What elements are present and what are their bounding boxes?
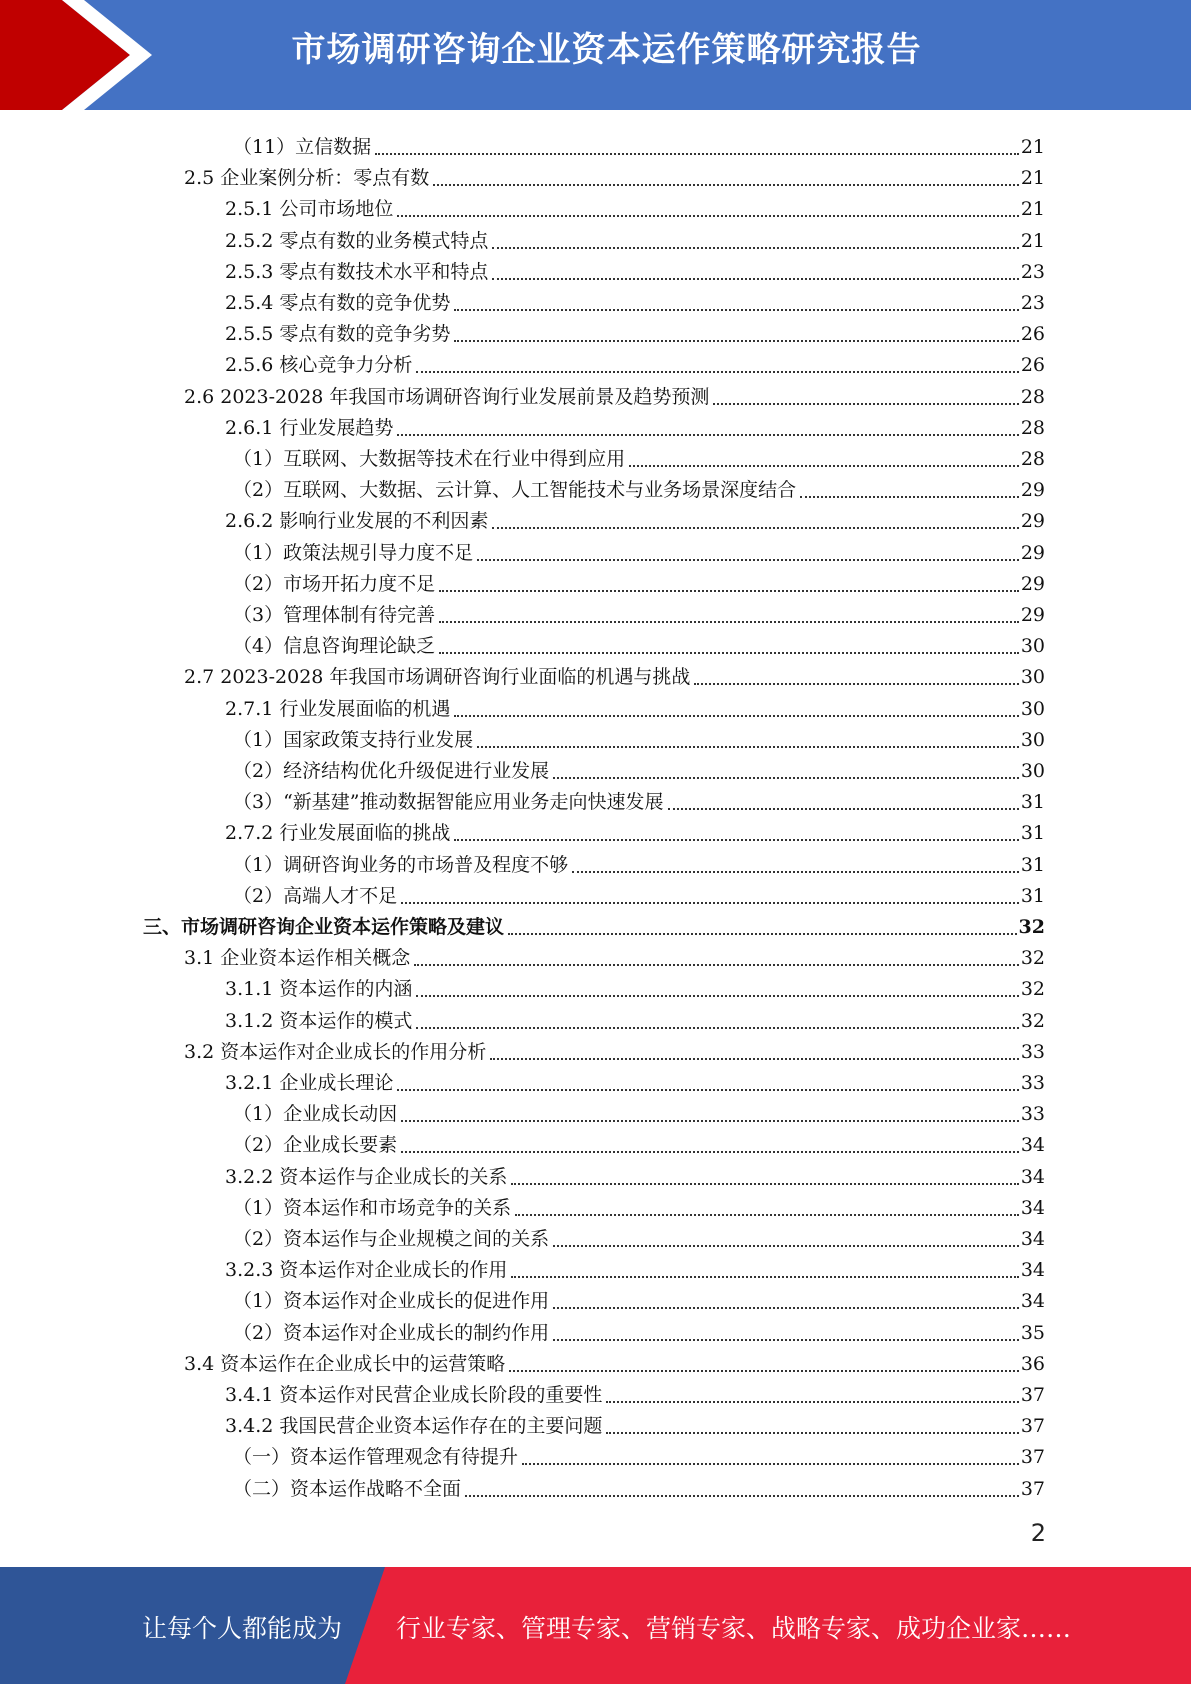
toc-entry[interactable] <box>225 690 1045 721</box>
toc-entry-page: 28 <box>1020 417 1045 439</box>
toc-dot-leader <box>454 340 1018 342</box>
toc-entry-title: 2.7 2023-2028 年我国市场调研咨询行业面临的机遇与挑战 <box>184 666 691 688</box>
toc-dot-leader <box>694 683 1018 685</box>
toc-entry[interactable] <box>184 658 1045 689</box>
toc-entry-page: 33 <box>1020 1041 1045 1063</box>
toc-entry-page: 33 <box>1020 1103 1045 1125</box>
toc-entry-title: 2.5.5 零点有数的竞争劣势 <box>225 323 451 345</box>
toc-entry-title: 3.1 企业资本运作相关概念 <box>184 947 411 969</box>
toc-dot-leader <box>416 995 1018 997</box>
toc-dot-leader <box>477 746 1019 748</box>
toc-entry[interactable] <box>233 752 1045 783</box>
toc-entry-page: 21 <box>1020 230 1045 252</box>
toc-dot-leader <box>416 1027 1018 1029</box>
toc-entry-title: 2.5.3 零点有数技术水平和特点 <box>225 261 489 283</box>
toc-entry-title: （1）资本运作对企业成长的促进作用 <box>233 1290 550 1312</box>
toc-entry-page: 23 <box>1020 292 1045 314</box>
toc-entry[interactable] <box>233 534 1045 565</box>
toc-entry-page: 33 <box>1020 1072 1045 1094</box>
toc-entry-title: （2）资本运作对企业成长的制约作用 <box>233 1322 550 1344</box>
toc-dot-leader <box>439 590 1019 592</box>
toc-entry-page: 32 <box>1018 916 1045 938</box>
toc-entry-title: （一）资本运作管理观念有待提升 <box>233 1446 519 1468</box>
toc-entry-title: 3.4.1 资本运作对民营企业成长阶段的重要性 <box>225 1384 603 1406</box>
toc-dot-leader <box>553 1245 1019 1247</box>
toc-entry-title: （2）资本运作与企业规模之间的关系 <box>233 1228 550 1250</box>
toc-entry-title: 2.5.6 核心竞争力分析 <box>225 354 413 376</box>
toc-entry-page: 34 <box>1020 1166 1045 1188</box>
toc-entry[interactable] <box>225 222 1045 253</box>
toc-entry-title: 2.6.1 行业发展趋势 <box>225 417 394 439</box>
toc-entry-page: 34 <box>1020 1197 1045 1219</box>
toc-entry-title: 2.5.4 零点有数的竞争优势 <box>225 292 451 314</box>
toc-entry-page: 30 <box>1020 729 1045 751</box>
toc-dot-leader <box>401 1120 1019 1122</box>
toc-dot-leader <box>397 215 1018 217</box>
toc-dot-leader <box>397 434 1018 436</box>
toc-entry-page: 21 <box>1020 167 1045 189</box>
toc-dot-leader <box>477 559 1019 561</box>
toc-entry-page: 34 <box>1020 1134 1045 1156</box>
toc-dot-leader <box>606 1432 1018 1434</box>
toc-entry-page: 35 <box>1020 1322 1045 1344</box>
toc-entry-title: （1）国家政策支持行业发展 <box>233 729 474 751</box>
toc-entry[interactable] <box>233 1189 1045 1220</box>
toc-dot-leader <box>629 465 1019 467</box>
toc-entry-page: 29 <box>1020 573 1045 595</box>
toc-dot-leader <box>553 777 1019 779</box>
toc-dot-leader <box>439 621 1019 623</box>
toc-entry[interactable] <box>225 502 1045 533</box>
toc-entry[interactable] <box>184 1033 1045 1064</box>
toc-dot-leader <box>713 403 1018 405</box>
toc-dot-leader <box>668 808 1019 810</box>
toc-entry[interactable] <box>233 877 1045 908</box>
toc-entry-title: 3.1.1 资本运作的内涵 <box>225 978 413 1000</box>
toc-entry-title: （4）信息咨询理论缺乏 <box>233 635 436 657</box>
toc-dot-leader <box>490 1058 1019 1060</box>
toc-entry[interactable] <box>225 1407 1045 1438</box>
toc-entry-page: 31 <box>1020 885 1045 907</box>
toc-dot-leader <box>553 1339 1019 1341</box>
toc-entry[interactable] <box>233 1470 1045 1501</box>
toc-dot-leader <box>492 527 1018 529</box>
toc-dot-leader <box>492 278 1018 280</box>
toc-entry-page: 31 <box>1020 854 1045 876</box>
toc-dot-leader <box>800 496 1019 498</box>
toc-entry[interactable] <box>233 783 1045 814</box>
toc-entry-page: 37 <box>1020 1446 1045 1468</box>
toc-entry-title: （2）市场开拓力度不足 <box>233 573 436 595</box>
toc-entry[interactable] <box>233 128 1045 159</box>
toc-entry-title: 2.5 企业案例分析：零点有数 <box>184 167 430 189</box>
toc-entry[interactable] <box>225 409 1045 440</box>
toc-entry-title: 3.2 资本运作对企业成长的作用分析 <box>184 1041 487 1063</box>
toc-entry-page: 36 <box>1020 1353 1045 1375</box>
toc-dot-leader <box>515 1214 1019 1216</box>
toc-entry[interactable] <box>233 596 1045 627</box>
toc-entry[interactable] <box>233 721 1045 752</box>
toc-entry[interactable] <box>233 627 1045 658</box>
toc-entry-page: 37 <box>1020 1415 1045 1437</box>
toc-entry-title: 2.5.1 公司市场地位 <box>225 198 394 220</box>
toc-entry-page: 23 <box>1020 261 1045 283</box>
toc-entry-title: 3.4 资本运作在企业成长中的运营策略 <box>184 1353 506 1375</box>
toc-entry-title: 2.6 2023-2028 年我国市场调研咨询行业发展前景及趋势预测 <box>184 386 710 408</box>
toc-entry[interactable] <box>233 1282 1045 1313</box>
toc-entry-title: 2.7.1 行业发展面临的机遇 <box>225 698 451 720</box>
toc-entry-page: 21 <box>1020 198 1045 220</box>
toc-entry-title: 3.2.1 企业成长理论 <box>225 1072 394 1094</box>
page-header <box>0 0 1191 110</box>
toc-dot-leader <box>439 652 1019 654</box>
toc-entry-title: （2）企业成长要素 <box>233 1134 398 1156</box>
toc-dot-leader <box>553 1307 1019 1309</box>
toc-entry[interactable] <box>233 1095 1045 1126</box>
toc-dot-leader <box>511 1276 1018 1278</box>
toc-entry[interactable] <box>233 440 1045 471</box>
toc-entry-title: 3.4.2 我国民营企业资本运作存在的主要问题 <box>225 1415 603 1437</box>
page-footer <box>0 1567 1191 1684</box>
toc-entry[interactable] <box>225 315 1045 346</box>
toc-entry-title: 2.5.2 零点有数的业务模式特点 <box>225 230 489 252</box>
toc-entry[interactable] <box>225 1251 1045 1282</box>
toc-entry-page: 32 <box>1020 947 1045 969</box>
toc-dot-leader <box>454 839 1018 841</box>
toc-entry-page: 30 <box>1020 635 1045 657</box>
toc-entry[interactable] <box>233 1438 1045 1469</box>
toc-entry[interactable] <box>225 1376 1045 1407</box>
toc-entry-title: （3）管理体制有待完善 <box>233 604 436 626</box>
toc-entry-title: （2）经济结构优化升级促进行业发展 <box>233 760 550 782</box>
toc-entry-title: （1）调研咨询业务的市场普及程度不够 <box>233 854 569 876</box>
toc-dot-leader <box>416 371 1018 373</box>
toc-entry[interactable] <box>225 346 1045 377</box>
toc-entry-title: （2）高端人才不足 <box>233 885 398 907</box>
toc-entry-title: （3）“新基建”推动数据智能应用业务走向快速发展 <box>233 791 664 813</box>
toc-dot-leader <box>492 247 1018 249</box>
toc-entry[interactable] <box>184 159 1045 190</box>
toc-dot-leader <box>522 1463 1019 1465</box>
toc-entry-page: 26 <box>1020 354 1045 376</box>
toc-dot-leader <box>397 1089 1018 1091</box>
toc-entry[interactable] <box>233 1314 1045 1345</box>
toc-entry-title: 3.2.2 资本运作与企业成长的关系 <box>225 1166 508 1188</box>
toc-entry-title: 3.2.3 资本运作对企业成长的作用 <box>225 1259 508 1281</box>
toc-dot-leader <box>454 309 1018 311</box>
toc-entry-page: 37 <box>1020 1478 1045 1500</box>
toc-dot-leader <box>414 964 1019 966</box>
footer-slogan-right: 行业专家、管理专家、营销专家、战略专家、成功企业家…… <box>396 1614 1072 1643</box>
toc-dot-leader <box>508 933 1017 935</box>
toc-dot-leader <box>454 715 1018 717</box>
toc-entry[interactable] <box>225 1002 1045 1033</box>
toc-entry[interactable] <box>225 1158 1045 1189</box>
toc-entry-title: （2）互联网、大数据、云计算、人工智能技术与业务场景深度结合 <box>233 479 797 501</box>
toc-entry-page: 34 <box>1020 1228 1045 1250</box>
toc-dot-leader <box>511 1183 1018 1185</box>
footer-slogan-left: 让每个人都能成为 <box>142 1614 343 1643</box>
toc-entry-page: 28 <box>1020 448 1045 470</box>
toc-entry-page: 31 <box>1020 822 1045 844</box>
toc-entry-page: 31 <box>1020 791 1045 813</box>
toc-entry-page: 32 <box>1020 1010 1045 1032</box>
toc-dot-leader <box>465 1495 1019 1497</box>
toc-entry-title: 三、市场调研咨询企业资本运作策略及建议 <box>143 916 505 938</box>
toc-entry[interactable] <box>225 253 1045 284</box>
toc-entry-page: 26 <box>1020 323 1045 345</box>
page-number: 2 <box>1030 1519 1046 1547</box>
toc-entry-title: 3.1.2 资本运作的模式 <box>225 1010 413 1032</box>
toc-entry-page: 29 <box>1020 510 1045 532</box>
toc-entry-title: （1）互联网、大数据等技术在行业中得到应用 <box>233 448 626 470</box>
toc-entry-page: 34 <box>1020 1259 1045 1281</box>
toc-entry[interactable] <box>233 471 1045 502</box>
toc-entry[interactable] <box>233 1220 1045 1251</box>
toc-dot-leader <box>401 1151 1019 1153</box>
toc-entry-page: 37 <box>1020 1384 1045 1406</box>
toc-entry-page: 28 <box>1020 386 1045 408</box>
toc-entry-page: 30 <box>1020 698 1045 720</box>
toc-entry-title: 2.6.2 影响行业发展的不利因素 <box>225 510 489 532</box>
toc-entry-title: （11）立信数据 <box>233 136 372 158</box>
toc-dot-leader <box>375 153 1019 155</box>
toc-entry[interactable] <box>233 1126 1045 1157</box>
toc-dot-leader <box>572 871 1019 873</box>
toc-entry-page: 30 <box>1020 760 1045 782</box>
toc-entry-page: 21 <box>1020 136 1045 158</box>
toc-entry-page: 30 <box>1020 666 1045 688</box>
toc-entry[interactable] <box>225 284 1045 315</box>
toc-dot-leader <box>433 184 1019 186</box>
toc-dot-leader <box>606 1401 1018 1403</box>
toc-entry[interactable] <box>225 1064 1045 1095</box>
toc-entry-page: 29 <box>1020 604 1045 626</box>
toc-dot-leader <box>401 902 1019 904</box>
toc-dot-leader <box>509 1370 1019 1372</box>
toc-entry[interactable] <box>184 378 1045 409</box>
toc-entry[interactable] <box>184 939 1045 970</box>
toc-entry[interactable] <box>143 908 1045 939</box>
toc-entry-title: （1）资本运作和市场竞争的关系 <box>233 1197 512 1219</box>
toc-entry-title: （二）资本运作战略不全面 <box>233 1478 462 1500</box>
toc-entry-title: （1）企业成长动因 <box>233 1103 398 1125</box>
toc-entry-page: 32 <box>1020 978 1045 1000</box>
report-title: 市场调研咨询企业资本运作策略研究报告 <box>291 30 922 70</box>
toc-entry-page: 29 <box>1020 542 1045 564</box>
toc-entry[interactable] <box>233 565 1045 596</box>
toc-entry[interactable] <box>225 190 1045 221</box>
toc-entry[interactable] <box>233 846 1045 877</box>
toc-entry-page: 29 <box>1020 479 1045 501</box>
toc-entry-page: 34 <box>1020 1290 1045 1312</box>
toc-entry[interactable] <box>225 814 1045 845</box>
toc-entry[interactable] <box>184 1345 1045 1376</box>
toc-entry[interactable] <box>225 970 1045 1001</box>
toc-entry-title: （1）政策法规引导力度不足 <box>233 542 474 564</box>
toc-entry-title: 2.7.2 行业发展面临的挑战 <box>225 822 451 844</box>
